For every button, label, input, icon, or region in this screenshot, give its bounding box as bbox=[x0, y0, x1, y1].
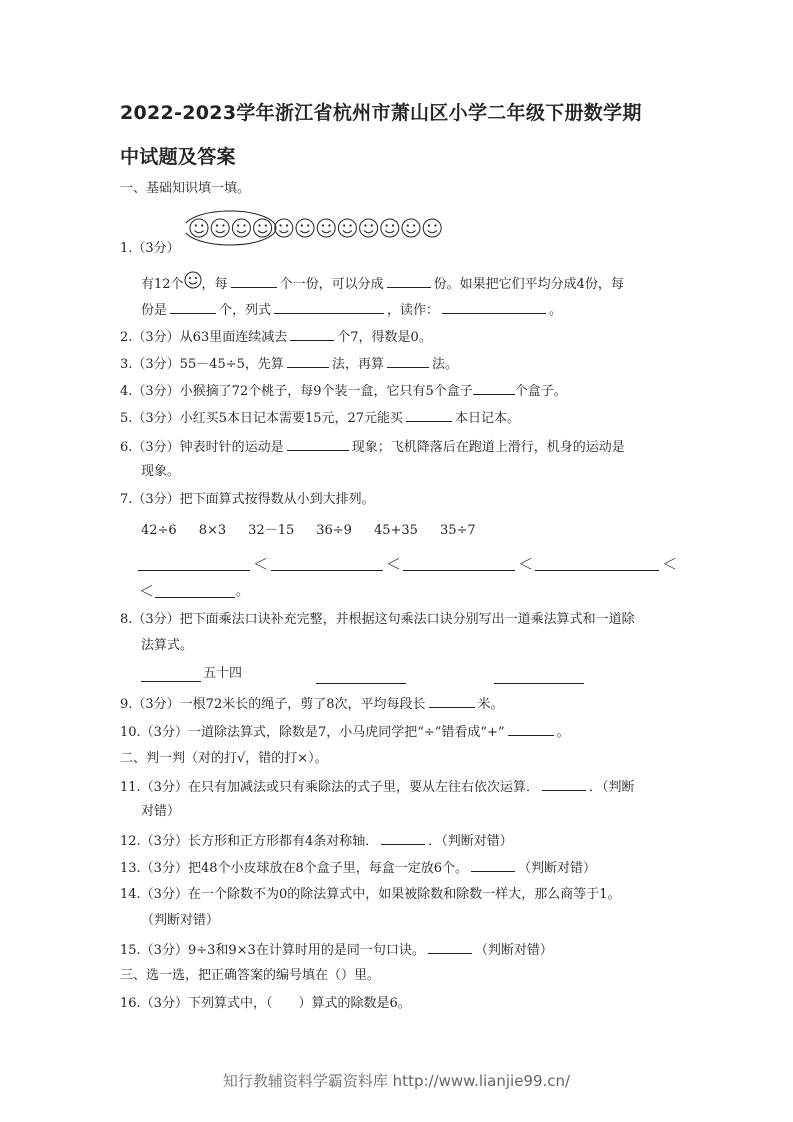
q7-expressions bbox=[141, 522, 498, 540]
q5 bbox=[120, 408, 520, 428]
section-3-heading: 三、选一选，把正确答案的编号填在（）里。 bbox=[120, 968, 381, 983]
q8-blank-2[interactable] bbox=[316, 682, 406, 684]
q3-blank-1[interactable] bbox=[287, 354, 329, 368]
q9 bbox=[120, 694, 504, 714]
q7-lt-3: ＜ bbox=[518, 555, 534, 573]
grouping-ellipse bbox=[186, 211, 276, 245]
section-2-heading: 二、判一判（对的打√，错的打×）。 bbox=[120, 751, 328, 766]
q13-text: 13.（3分）把48个小皮球放在8个盒子里，每盒一定放6个。 bbox=[120, 861, 469, 876]
q8-blank-3[interactable] bbox=[494, 682, 584, 684]
q11-text: 11.（3分）在只有加减法或只有乘除法的式子里，要从左往右依次运算． bbox=[120, 780, 539, 795]
smiley-faces-figure bbox=[186, 210, 448, 250]
q11-text-2: ．（判断 bbox=[588, 780, 635, 795]
q12-text: 12.（3分）长方形和正方形都有4条对称轴． bbox=[120, 834, 379, 849]
q1-blank-4[interactable] bbox=[274, 300, 384, 314]
q7-lt-4: ＜ bbox=[662, 555, 678, 573]
q11 bbox=[120, 777, 634, 797]
smiley-icon bbox=[211, 219, 229, 237]
smiley-icon bbox=[338, 219, 356, 237]
q10 bbox=[120, 722, 570, 742]
q12 bbox=[120, 831, 513, 851]
q11-blank[interactable] bbox=[542, 777, 586, 791]
q6 bbox=[120, 437, 625, 457]
q7-expr-5: 45+35 bbox=[373, 523, 418, 538]
q7-blank-3[interactable] bbox=[403, 569, 515, 571]
q14-cont: （判断对错） bbox=[141, 913, 220, 928]
q15 bbox=[120, 940, 553, 960]
q7-blank-5[interactable] bbox=[155, 596, 235, 598]
q9-text: 9.（3分）一根72米长的绳子，剪了8次，平均每段长 bbox=[120, 697, 426, 712]
q7-expr-2: 8×3 bbox=[198, 523, 227, 538]
q7: 7.（3分）把下面算式按得数从小到大排列。 bbox=[120, 492, 375, 507]
q7-expr-1: 42÷6 bbox=[141, 523, 177, 538]
q12-text-end: ．（判断对错） bbox=[428, 834, 513, 849]
doc-title-line1: 2022-2023学年浙江省杭州市萧山区小学二年级下册数学期 bbox=[120, 102, 642, 124]
q4 bbox=[120, 381, 567, 401]
q3-text: 3.（3分）55－45÷5，先算 bbox=[120, 357, 284, 372]
q1-text-6: 个，列式 bbox=[219, 303, 272, 318]
smiley-row bbox=[190, 219, 441, 237]
q14: 14.（3分）在一个除数不为0的除法算式中，如果被除数和除数一样大，那么商等于1。 bbox=[120, 887, 621, 902]
section-1-heading: 一、基础知识填一填。 bbox=[120, 181, 251, 196]
q5-text: 5.（3分）小红买5本日记本需要15元，27元能买 bbox=[120, 411, 404, 426]
q10-blank[interactable] bbox=[508, 722, 554, 736]
q8-blank-1[interactable] bbox=[141, 680, 201, 682]
smiley-icon bbox=[381, 219, 399, 237]
q10-text-end: 。 bbox=[556, 725, 570, 740]
smiley-icon bbox=[254, 219, 272, 237]
q1-text-8: 。 bbox=[549, 303, 563, 318]
footer-watermark: 知行教辅资料学霸资料库 http://www.lianjie99.cn/ bbox=[222, 1072, 571, 1090]
q13-text-end: （判断对错） bbox=[518, 861, 597, 876]
q1-text-4: 份。如果把它们平均分成4份，每 bbox=[433, 277, 624, 292]
smiley-icon bbox=[232, 219, 250, 237]
q7-lt-2: ＜ bbox=[386, 555, 402, 573]
q15-blank[interactable] bbox=[428, 940, 472, 954]
q9-blank[interactable] bbox=[429, 694, 475, 708]
q2 bbox=[120, 327, 432, 347]
q13 bbox=[120, 858, 596, 878]
q1-text-3: 个一份，可以分成 bbox=[279, 277, 384, 292]
q7-blank-1[interactable] bbox=[138, 569, 250, 571]
q7-end: 。 bbox=[236, 584, 250, 599]
smiley-icon bbox=[184, 271, 202, 289]
q1-text-5: 份是 bbox=[141, 303, 168, 318]
smiley-icon bbox=[190, 219, 208, 237]
q1-blank-3[interactable] bbox=[170, 300, 216, 314]
q2-text-end: 个7，得数是0。 bbox=[337, 330, 432, 345]
q4-text: 4.（3分）小猴摘了72个桃子，每9个装一盒，它只有5个盒子 bbox=[120, 384, 473, 399]
q1-blank-5[interactable] bbox=[442, 300, 546, 314]
q7-blank-2[interactable] bbox=[271, 569, 383, 571]
smiley-icon bbox=[317, 219, 335, 237]
q16: 16.（3分）下列算式中，（ ）算式的除数是6。 bbox=[120, 996, 411, 1011]
q1-line2 bbox=[141, 300, 562, 320]
q2-text: 2.（3分）从63里面连续减去 bbox=[120, 330, 288, 345]
q7-lt-1: ＜ bbox=[253, 555, 269, 573]
q4-blank[interactable] bbox=[473, 381, 515, 395]
q8-rhyme: 五十四 bbox=[203, 666, 243, 681]
q5-blank[interactable] bbox=[406, 408, 452, 422]
q1-text-7: ，读作： bbox=[387, 303, 440, 318]
q1-blank-1[interactable] bbox=[231, 274, 277, 288]
q7-expr-4: 36÷9 bbox=[316, 523, 352, 538]
q8: 8.（3分）把下面乘法口诀补充完整，并根据这句乘法口诀分别写出一道乘法算式和一道除 bbox=[120, 612, 635, 627]
q6-text: 6.（3分）钟表时针的运动是 bbox=[120, 440, 284, 455]
smiley-icon bbox=[402, 219, 420, 237]
q9-text-end: 米。 bbox=[477, 697, 504, 712]
q7-expr-6: 35÷7 bbox=[439, 523, 476, 538]
q6-cont: 现象。 bbox=[141, 464, 181, 479]
q4-text-end: 个盒子。 bbox=[514, 384, 567, 399]
smiley-icon bbox=[275, 219, 293, 237]
q1-label: 1.（3分） bbox=[120, 241, 180, 256]
q3-text-3: 法。 bbox=[431, 357, 458, 372]
doc-title-line2: 中试题及答案 bbox=[120, 146, 236, 168]
q8-cont: 法算式。 bbox=[141, 638, 194, 653]
q6-blank[interactable] bbox=[287, 437, 349, 451]
q3-text-2: 法，再算 bbox=[331, 357, 384, 372]
q1-text-1: 有12个 bbox=[141, 277, 184, 292]
q7-blank-4[interactable] bbox=[535, 569, 659, 571]
q1-line1 bbox=[141, 274, 624, 294]
q6-text-2: 现象；飞机降落后在跑道上滑行，机身的运动是 bbox=[351, 440, 625, 455]
q15-text: 15.（3分）9÷3和9×3在计算时用的是同一句口诀。 bbox=[120, 943, 425, 958]
smiley-icon bbox=[423, 219, 441, 237]
q1-blank-2[interactable] bbox=[387, 274, 431, 288]
q1-text-2: ，每 bbox=[201, 277, 228, 292]
q7-lt-5: ＜ bbox=[139, 582, 155, 600]
q3-blank-2[interactable] bbox=[387, 354, 429, 368]
q7-expr-3: 32－15 bbox=[248, 523, 295, 538]
q12-blank[interactable] bbox=[381, 831, 425, 845]
q3 bbox=[120, 354, 458, 374]
q2-blank[interactable] bbox=[290, 327, 334, 341]
smiley-icon bbox=[360, 219, 378, 237]
smiley-icon bbox=[296, 219, 314, 237]
q15-text-end: （判断对错） bbox=[474, 943, 553, 958]
q13-blank[interactable] bbox=[471, 858, 515, 872]
q10-text: 10.（3分）一道除法算式，除数是7，小马虎同学把“÷”错看成“+” bbox=[120, 725, 505, 740]
q5-text-end: 本日记本。 bbox=[455, 411, 521, 426]
q11-cont: 对错） bbox=[141, 804, 181, 819]
